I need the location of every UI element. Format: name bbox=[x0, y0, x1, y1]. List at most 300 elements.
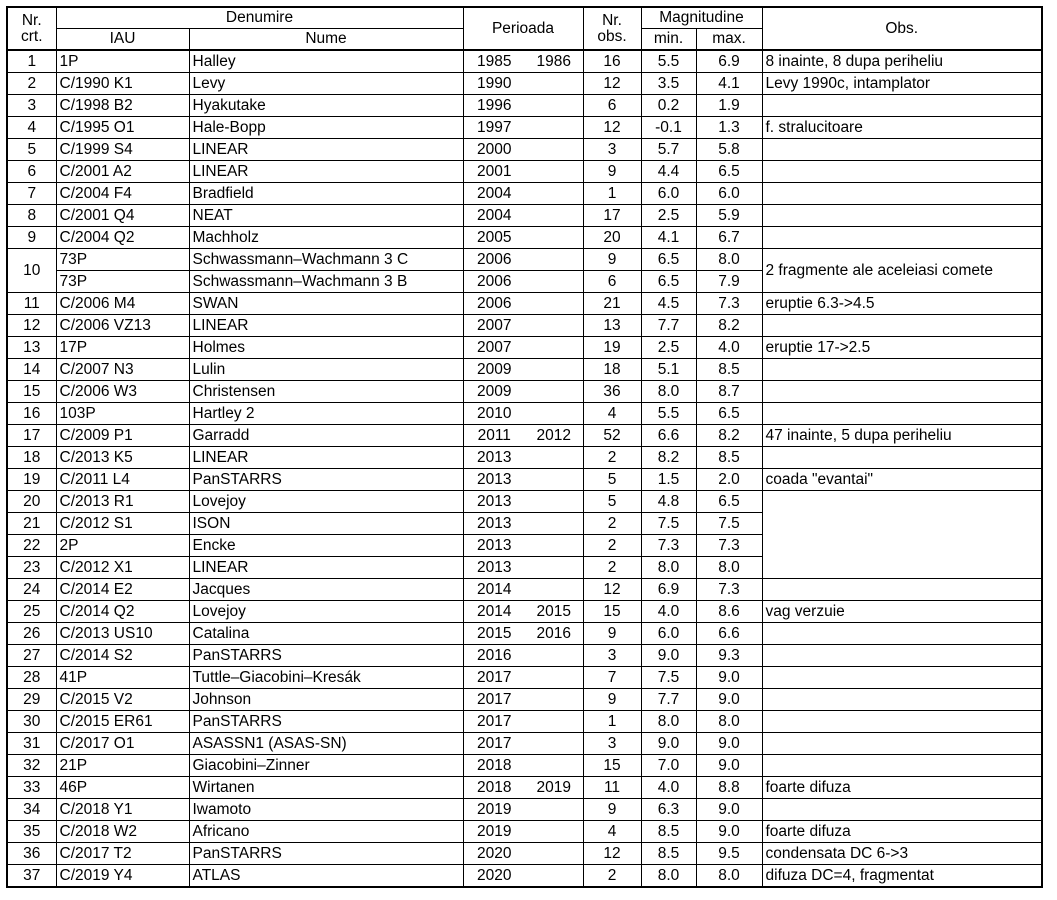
table-row bbox=[7, 315, 1042, 337]
cell-obs bbox=[762, 381, 1042, 403]
cell-mag-min: 6.0 bbox=[641, 623, 696, 645]
table-row bbox=[7, 117, 1042, 139]
cell-year-start: 2018 bbox=[463, 755, 525, 777]
cell-nr-obs: 5 bbox=[583, 491, 641, 513]
cell-mag-min: 6.5 bbox=[641, 249, 696, 271]
cell-name: LINEAR bbox=[189, 161, 463, 183]
cell-nr: 30 bbox=[7, 711, 56, 733]
cell-obs bbox=[762, 623, 1042, 645]
cell-iau: 73P bbox=[56, 249, 189, 271]
cell-year-start: 2006 bbox=[463, 271, 525, 293]
cell-year-end: 2016 bbox=[525, 623, 583, 645]
table-row bbox=[7, 50, 1042, 73]
cell-year-end bbox=[525, 535, 583, 557]
cell-nr: 1 bbox=[7, 50, 56, 73]
cell-obs: foarte difuza bbox=[762, 821, 1042, 843]
header-denumire: Denumire bbox=[56, 7, 463, 29]
cell-mag-min: 4.8 bbox=[641, 491, 696, 513]
cell-name: Schwassmann–Wachmann 3 B bbox=[189, 271, 463, 293]
cell-iau: C/2001 Q4 bbox=[56, 205, 189, 227]
cell-mag-max: 4.0 bbox=[696, 337, 762, 359]
cell-year-end: 1986 bbox=[525, 50, 583, 73]
cell-year-start: 2020 bbox=[463, 865, 525, 888]
cell-obs bbox=[762, 733, 1042, 755]
header-min: min. bbox=[641, 29, 696, 51]
cell-year-start: 2014 bbox=[463, 579, 525, 601]
cell-nr: 35 bbox=[7, 821, 56, 843]
cell-nr-obs: 9 bbox=[583, 161, 641, 183]
cell-year-start: 2017 bbox=[463, 733, 525, 755]
cell-name: LINEAR bbox=[189, 447, 463, 469]
cell-nr: 3 bbox=[7, 95, 56, 117]
table-row bbox=[7, 711, 1042, 733]
cell-mag-min: 7.7 bbox=[641, 315, 696, 337]
cell-mag-max: 8.6 bbox=[696, 601, 762, 623]
cell-mag-max: 9.0 bbox=[696, 689, 762, 711]
cell-nr-obs: 3 bbox=[583, 645, 641, 667]
cell-name: ISON bbox=[189, 513, 463, 535]
cell-nr-obs: 1 bbox=[583, 711, 641, 733]
cell-mag-max: 6.5 bbox=[696, 403, 762, 425]
cell-nr-obs: 19 bbox=[583, 337, 641, 359]
cell-iau: C/2006 VZ13 bbox=[56, 315, 189, 337]
cell-year-end bbox=[525, 733, 583, 755]
cell-iau: 2P bbox=[56, 535, 189, 557]
cell-mag-min: 7.5 bbox=[641, 667, 696, 689]
cell-name: PanSTARRS bbox=[189, 711, 463, 733]
cell-obs bbox=[762, 799, 1042, 821]
cell-mag-min: 7.7 bbox=[641, 689, 696, 711]
cell-iau: C/2001 A2 bbox=[56, 161, 189, 183]
cell-mag-max: 8.5 bbox=[696, 359, 762, 381]
cell-mag-max: 9.3 bbox=[696, 645, 762, 667]
header-nr-obs-line2: obs. bbox=[597, 27, 627, 45]
cell-name: LINEAR bbox=[189, 557, 463, 579]
cell-nr: 26 bbox=[7, 623, 56, 645]
cell-mag-min: 7.5 bbox=[641, 513, 696, 535]
cell-year-end: 2012 bbox=[525, 425, 583, 447]
cell-year-start: 2019 bbox=[463, 821, 525, 843]
cell-obs: 47 inainte, 5 dupa periheliu bbox=[762, 425, 1042, 447]
cell-mag-min: 6.0 bbox=[641, 183, 696, 205]
cell-iau: 41P bbox=[56, 667, 189, 689]
header-nume: Nume bbox=[189, 29, 463, 51]
cell-obs: foarte difuza bbox=[762, 777, 1042, 799]
cell-nr-obs: 12 bbox=[583, 117, 641, 139]
cell-name: Wirtanen bbox=[189, 777, 463, 799]
cell-mag-max: 8.0 bbox=[696, 711, 762, 733]
cell-year-start: 2013 bbox=[463, 447, 525, 469]
cell-nr-obs: 21 bbox=[583, 293, 641, 315]
cell-nr: 37 bbox=[7, 865, 56, 888]
cell-mag-max: 8.0 bbox=[696, 557, 762, 579]
cell-nr-obs: 15 bbox=[583, 601, 641, 623]
cell-obs bbox=[762, 205, 1042, 227]
cell-mag-min: 7.0 bbox=[641, 755, 696, 777]
cell-mag-min: 4.1 bbox=[641, 227, 696, 249]
cell-obs: Levy 1990c, intamplator bbox=[762, 73, 1042, 95]
cell-obs bbox=[762, 183, 1042, 205]
cell-name: LINEAR bbox=[189, 139, 463, 161]
cell-obs: eruptie 17->2.5 bbox=[762, 337, 1042, 359]
cell-iau: 17P bbox=[56, 337, 189, 359]
cell-year-end bbox=[525, 403, 583, 425]
cell-nr: 10 bbox=[7, 249, 56, 293]
cell-mag-max: 5.8 bbox=[696, 139, 762, 161]
cell-name: Hartley 2 bbox=[189, 403, 463, 425]
cell-obs bbox=[762, 359, 1042, 381]
cell-year-start: 2009 bbox=[463, 381, 525, 403]
cell-iau: 103P bbox=[56, 403, 189, 425]
table-row bbox=[7, 689, 1042, 711]
cell-mag-min: 9.0 bbox=[641, 733, 696, 755]
cell-mag-min: 5.7 bbox=[641, 139, 696, 161]
cell-year-end bbox=[525, 755, 583, 777]
cell-year-end bbox=[525, 821, 583, 843]
cell-year-end bbox=[525, 95, 583, 117]
table-row bbox=[7, 227, 1042, 249]
table-row bbox=[7, 95, 1042, 117]
cell-mag-max: 1.3 bbox=[696, 117, 762, 139]
table-row bbox=[7, 645, 1042, 667]
cell-name: LINEAR bbox=[189, 315, 463, 337]
cell-mag-max: 8.5 bbox=[696, 447, 762, 469]
cell-year-end bbox=[525, 381, 583, 403]
cell-year-end bbox=[525, 117, 583, 139]
cell-obs bbox=[762, 161, 1042, 183]
cell-year-end bbox=[525, 139, 583, 161]
table-row bbox=[7, 733, 1042, 755]
cell-name: Encke bbox=[189, 535, 463, 557]
cell-nr: 11 bbox=[7, 293, 56, 315]
cell-name: Levy bbox=[189, 73, 463, 95]
cell-year-end bbox=[525, 249, 583, 271]
cell-obs bbox=[762, 579, 1042, 601]
cell-nr: 5 bbox=[7, 139, 56, 161]
table-body bbox=[7, 50, 1042, 887]
cell-nr: 28 bbox=[7, 667, 56, 689]
cell-nr: 17 bbox=[7, 425, 56, 447]
cell-name: PanSTARRS bbox=[189, 469, 463, 491]
cell-nr: 20 bbox=[7, 491, 56, 513]
cell-year-start: 2020 bbox=[463, 843, 525, 865]
cell-iau: C/1990 K1 bbox=[56, 73, 189, 95]
cell-year-end bbox=[525, 579, 583, 601]
cell-name: PanSTARRS bbox=[189, 843, 463, 865]
cell-name: PanSTARRS bbox=[189, 645, 463, 667]
cell-name: Holmes bbox=[189, 337, 463, 359]
cell-iau: C/2014 Q2 bbox=[56, 601, 189, 623]
cell-nr-obs: 18 bbox=[583, 359, 641, 381]
cell-nr-obs: 3 bbox=[583, 139, 641, 161]
cell-nr: 9 bbox=[7, 227, 56, 249]
cell-mag-max: 9.0 bbox=[696, 667, 762, 689]
cell-nr-obs: 2 bbox=[583, 557, 641, 579]
cell-nr-obs: 11 bbox=[583, 777, 641, 799]
cell-iau: C/2012 X1 bbox=[56, 557, 189, 579]
cell-mag-min: -0.1 bbox=[641, 117, 696, 139]
cell-obs: coada "evantai" bbox=[762, 469, 1042, 491]
cell-mag-min: 7.3 bbox=[641, 535, 696, 557]
cell-year-start: 1997 bbox=[463, 117, 525, 139]
cell-year-end bbox=[525, 315, 583, 337]
cell-mag-max: 8.8 bbox=[696, 777, 762, 799]
cell-year-start: 2011 bbox=[463, 425, 525, 447]
table-row bbox=[7, 73, 1042, 95]
cell-name: Lulin bbox=[189, 359, 463, 381]
cell-obs: eruptie 6.3->4.5 bbox=[762, 293, 1042, 315]
cell-year-start: 2006 bbox=[463, 249, 525, 271]
cell-year-end bbox=[525, 799, 583, 821]
table-row bbox=[7, 623, 1042, 645]
cell-nr-obs: 9 bbox=[583, 623, 641, 645]
header-magnitudine: Magnitudine bbox=[641, 7, 762, 29]
cell-name: Africano bbox=[189, 821, 463, 843]
cell-nr: 12 bbox=[7, 315, 56, 337]
cell-iau: C/1999 S4 bbox=[56, 139, 189, 161]
cell-obs: condensata DC 6->3 bbox=[762, 843, 1042, 865]
cell-mag-max: 8.7 bbox=[696, 381, 762, 403]
cell-nr-obs: 16 bbox=[583, 50, 641, 73]
cell-nr-obs: 9 bbox=[583, 799, 641, 821]
cell-year-end bbox=[525, 491, 583, 513]
cell-nr: 7 bbox=[7, 183, 56, 205]
cell-year-start: 2016 bbox=[463, 645, 525, 667]
cell-year-end: 2019 bbox=[525, 777, 583, 799]
cell-nr: 22 bbox=[7, 535, 56, 557]
cell-year-end bbox=[525, 337, 583, 359]
cell-iau: C/2011 L4 bbox=[56, 469, 189, 491]
cell-obs bbox=[762, 95, 1042, 117]
table-row bbox=[7, 183, 1042, 205]
cell-mag-min: 5.5 bbox=[641, 50, 696, 73]
header-obs: Obs. bbox=[762, 7, 1042, 50]
cell-nr-obs: 52 bbox=[583, 425, 641, 447]
cell-mag-max: 9.0 bbox=[696, 799, 762, 821]
cell-obs bbox=[762, 711, 1042, 733]
cell-mag-max: 6.0 bbox=[696, 183, 762, 205]
cell-obs bbox=[762, 227, 1042, 249]
cell-nr: 8 bbox=[7, 205, 56, 227]
cell-mag-max: 6.9 bbox=[696, 50, 762, 73]
table-row bbox=[7, 381, 1042, 403]
table-row bbox=[7, 865, 1042, 888]
cell-iau: C/2013 K5 bbox=[56, 447, 189, 469]
table-row bbox=[7, 799, 1042, 821]
cell-year-end bbox=[525, 645, 583, 667]
cell-year-start: 1985 bbox=[463, 50, 525, 73]
cell-nr-obs: 2 bbox=[583, 865, 641, 888]
header-iau: IAU bbox=[56, 29, 189, 51]
cell-obs: difuza DC=4, fragmentat bbox=[762, 865, 1042, 888]
cell-name: Hale-Bopp bbox=[189, 117, 463, 139]
cell-iau: C/2013 R1 bbox=[56, 491, 189, 513]
cell-year-end bbox=[525, 183, 583, 205]
cell-year-end bbox=[525, 513, 583, 535]
cell-nr: 16 bbox=[7, 403, 56, 425]
cell-nr: 25 bbox=[7, 601, 56, 623]
cell-year-start: 2010 bbox=[463, 403, 525, 425]
cell-nr-obs: 1 bbox=[583, 183, 641, 205]
cell-nr-obs: 12 bbox=[583, 73, 641, 95]
cell-nr: 14 bbox=[7, 359, 56, 381]
cell-mag-max: 6.5 bbox=[696, 161, 762, 183]
cell-mag-max: 7.3 bbox=[696, 293, 762, 315]
cell-mag-max: 4.1 bbox=[696, 73, 762, 95]
cell-year-end: 2015 bbox=[525, 601, 583, 623]
cell-year-start: 2014 bbox=[463, 601, 525, 623]
cell-year-start: 2004 bbox=[463, 205, 525, 227]
cell-mag-min: 6.5 bbox=[641, 271, 696, 293]
cell-year-start: 2015 bbox=[463, 623, 525, 645]
table-row bbox=[7, 447, 1042, 469]
cell-mag-min: 8.0 bbox=[641, 557, 696, 579]
cell-name: Catalina bbox=[189, 623, 463, 645]
cell-iau: C/2007 N3 bbox=[56, 359, 189, 381]
header-nr-crt-line1: Nr. bbox=[21, 12, 42, 29]
cell-year-start: 2005 bbox=[463, 227, 525, 249]
cell-name: SWAN bbox=[189, 293, 463, 315]
header-perioada: Perioada bbox=[463, 7, 583, 50]
cell-mag-min: 2.5 bbox=[641, 205, 696, 227]
cell-name: ATLAS bbox=[189, 865, 463, 888]
cell-iau: C/2012 S1 bbox=[56, 513, 189, 535]
header-nr-obs-line1: Nr. bbox=[602, 12, 622, 29]
cell-iau: C/2019 Y4 bbox=[56, 865, 189, 888]
cell-mag-max: 8.0 bbox=[696, 865, 762, 888]
cell-year-start: 2007 bbox=[463, 337, 525, 359]
cell-nr-obs: 2 bbox=[583, 535, 641, 557]
cell-year-start: 2013 bbox=[463, 491, 525, 513]
cell-nr: 36 bbox=[7, 843, 56, 865]
cell-obs: f. stralucitoare bbox=[762, 117, 1042, 139]
cell-iau: C/2013 US10 bbox=[56, 623, 189, 645]
cell-mag-max: 5.9 bbox=[696, 205, 762, 227]
cell-iau: C/2017 O1 bbox=[56, 733, 189, 755]
cell-nr-obs: 12 bbox=[583, 579, 641, 601]
cell-nr-obs: 20 bbox=[583, 227, 641, 249]
cell-mag-min: 8.5 bbox=[641, 821, 696, 843]
cell-nr: 34 bbox=[7, 799, 56, 821]
cell-mag-max: 1.9 bbox=[696, 95, 762, 117]
cell-nr-obs: 2 bbox=[583, 513, 641, 535]
cell-mag-min: 6.3 bbox=[641, 799, 696, 821]
cell-year-end bbox=[525, 711, 583, 733]
cell-name: Lovejoy bbox=[189, 491, 463, 513]
cell-mag-max: 2.0 bbox=[696, 469, 762, 491]
cell-nr: 6 bbox=[7, 161, 56, 183]
table-row bbox=[7, 205, 1042, 227]
cell-year-end bbox=[525, 205, 583, 227]
table-row bbox=[7, 161, 1042, 183]
table-row bbox=[7, 491, 1042, 513]
cell-iau: C/2018 Y1 bbox=[56, 799, 189, 821]
cell-year-start: 2001 bbox=[463, 161, 525, 183]
cell-nr-obs: 6 bbox=[583, 271, 641, 293]
cell-name: Jacques bbox=[189, 579, 463, 601]
cell-obs bbox=[762, 447, 1042, 469]
cell-iau: C/2014 E2 bbox=[56, 579, 189, 601]
cell-year-end bbox=[525, 359, 583, 381]
cell-mag-max: 9.5 bbox=[696, 843, 762, 865]
table-row bbox=[7, 777, 1042, 799]
cell-year-start: 2019 bbox=[463, 799, 525, 821]
cell-mag-max: 7.9 bbox=[696, 271, 762, 293]
cell-name: Bradfield bbox=[189, 183, 463, 205]
cell-mag-max: 7.5 bbox=[696, 513, 762, 535]
cell-obs bbox=[762, 403, 1042, 425]
cell-iau: 73P bbox=[56, 271, 189, 293]
cell-year-start: 2017 bbox=[463, 711, 525, 733]
cell-year-start: 2017 bbox=[463, 667, 525, 689]
header-nr-obs bbox=[583, 7, 641, 50]
cell-mag-min: 6.6 bbox=[641, 425, 696, 447]
cell-mag-min: 0.2 bbox=[641, 95, 696, 117]
cell-name: Christensen bbox=[189, 381, 463, 403]
cell-nr: 32 bbox=[7, 755, 56, 777]
cell-obs bbox=[762, 645, 1042, 667]
cell-year-end bbox=[525, 271, 583, 293]
cell-nr: 2 bbox=[7, 73, 56, 95]
table-row bbox=[7, 843, 1042, 865]
cell-iau: C/2009 P1 bbox=[56, 425, 189, 447]
cell-mag-min: 8.2 bbox=[641, 447, 696, 469]
cell-name: Machholz bbox=[189, 227, 463, 249]
cell-year-end bbox=[525, 293, 583, 315]
cell-mag-min: 9.0 bbox=[641, 645, 696, 667]
cell-name: Lovejoy bbox=[189, 601, 463, 623]
cell-iau: C/2018 W2 bbox=[56, 821, 189, 843]
cell-iau: C/2004 Q2 bbox=[56, 227, 189, 249]
cell-mag-max: 6.5 bbox=[696, 491, 762, 513]
cell-year-end bbox=[525, 227, 583, 249]
cell-year-end bbox=[525, 469, 583, 491]
table-row bbox=[7, 469, 1042, 491]
cell-obs bbox=[762, 139, 1042, 161]
table-row bbox=[7, 337, 1042, 359]
cell-mag-max: 8.2 bbox=[696, 315, 762, 337]
cell-nr: 24 bbox=[7, 579, 56, 601]
table-row bbox=[7, 821, 1042, 843]
cell-mag-max: 6.6 bbox=[696, 623, 762, 645]
cell-obs: vag verzuie bbox=[762, 601, 1042, 623]
cell-mag-max: 9.0 bbox=[696, 755, 762, 777]
cell-mag-max: 7.3 bbox=[696, 535, 762, 557]
comet-observations-table bbox=[6, 6, 1043, 888]
cell-name: Halley bbox=[189, 50, 463, 73]
table-row bbox=[7, 755, 1042, 777]
cell-year-start: 2013 bbox=[463, 557, 525, 579]
cell-nr: 31 bbox=[7, 733, 56, 755]
cell-nr: 19 bbox=[7, 469, 56, 491]
table-row bbox=[7, 601, 1042, 623]
cell-nr: 27 bbox=[7, 645, 56, 667]
cell-year-start: 2018 bbox=[463, 777, 525, 799]
cell-nr-obs: 36 bbox=[583, 381, 641, 403]
cell-nr-obs: 4 bbox=[583, 821, 641, 843]
cell-year-end bbox=[525, 689, 583, 711]
cell-obs bbox=[762, 491, 1042, 579]
cell-iau: C/2017 T2 bbox=[56, 843, 189, 865]
cell-nr-obs: 4 bbox=[583, 403, 641, 425]
cell-name: NEAT bbox=[189, 205, 463, 227]
cell-obs: 8 inainte, 8 dupa periheliu bbox=[762, 50, 1042, 73]
cell-mag-min: 4.0 bbox=[641, 777, 696, 799]
cell-iau: C/2006 W3 bbox=[56, 381, 189, 403]
cell-year-start: 2000 bbox=[463, 139, 525, 161]
cell-name: Schwassmann–Wachmann 3 C bbox=[189, 249, 463, 271]
cell-nr: 29 bbox=[7, 689, 56, 711]
